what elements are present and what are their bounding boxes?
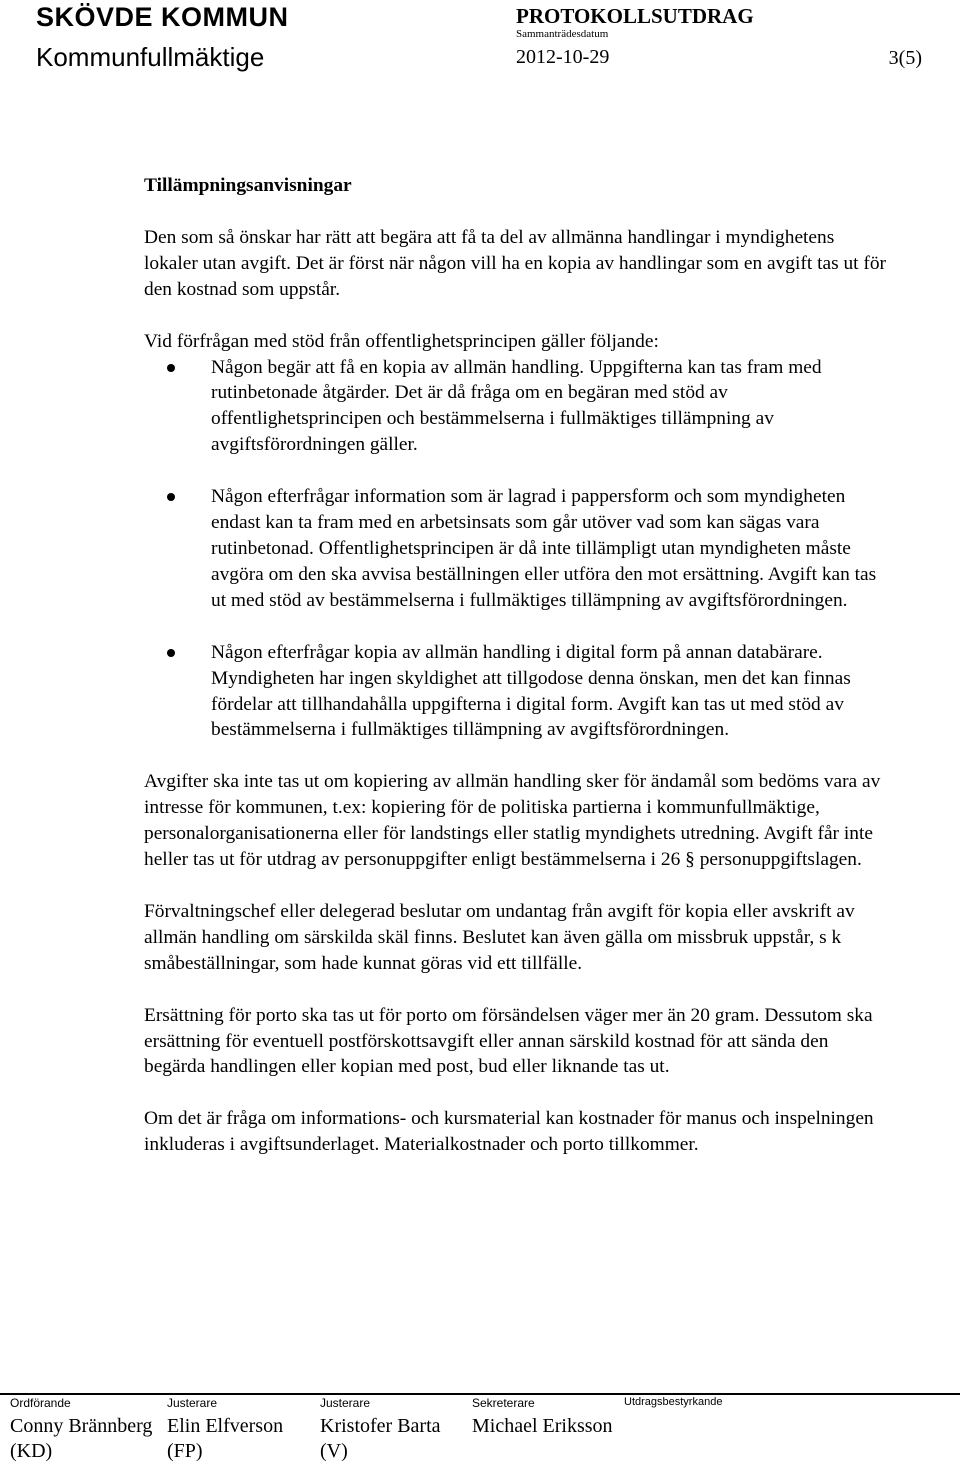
list-item (144, 484, 892, 614)
signature-name: Kristofer Barta (V) (320, 1415, 441, 1462)
signature-name: Conny Brännberg (KD) (10, 1415, 153, 1462)
list-item (144, 355, 892, 459)
date-label: Sammanträdesdatum (516, 28, 609, 40)
bullet-text: Någon efterfrågar kopia av allmän handling i digital form på annan databärare. Myndigheten har ingen skyldighet att tillgodose denna önskan, men det kan finnas fördelar att tillhandahålla uppgifterna i digital form. Avgift kan tas ut med stöd av bestämmelserna i fullmäktiges tillämpning av avgiftsförordningen. (211, 641, 851, 741)
signature-name: Michael Eriksson (472, 1415, 613, 1437)
signature-secretary (472, 1396, 622, 1439)
bullet-icon (167, 364, 175, 372)
municipality-logo: SKÖVDE KOMMUN (36, 2, 289, 32)
signature-name: Elin Elfverson (FP) (167, 1415, 284, 1462)
signature-divider (0, 1393, 960, 1395)
signature-adjuster-2 (320, 1396, 470, 1464)
paragraph-materials: Om det är fråga om informations- och kursmaterial kan kostnader för manus och inspelningen inkluderas i avgiftsunderlaget. Materialkostnader och porto tillkommer. (144, 1108, 874, 1156)
signature-role: Ordförande (10, 1396, 71, 1410)
bullet-icon (167, 493, 175, 501)
list-item (144, 640, 892, 744)
bullet-text: Någon begär att få en kopia av allmän handling. Uppgifterna kan tas fram med rutinbetonade åtgärder. Det är då fråga om en begäran med stöd av offentlighetsprincipen och bestämmelserna i fullmäktiges tillämpning av avgiftsförordningen gäller. (211, 356, 822, 456)
signature-role: Justerare (320, 1396, 371, 1410)
bullet-text: Någon efterfrågar information som är lagrad i pappersform och som myndigheten endast kan ta fram med en arbetsinsats som går utöver vad som kan sägas vara rutinbetonad. Offentlighetsprincipen är då inte tillämpligt utan myndigheten måste avgöra om den ska avvisa beställningen eller utföra den mot ersättning. Avgift kan tas ut med stöd av bestämmelserna i fullmäktiges tillämpning av avgiftsförordningen. (211, 486, 877, 611)
document-body (144, 173, 892, 1158)
committee-name: Kommunfullmäktige (36, 42, 265, 72)
signature-role: Justerare (167, 1396, 218, 1410)
intro-paragraph: Den som så önskar har rätt att begära att få ta del av allmänna handlingar i myndighetens lokaler utan avgift. Det är först när någon vill ha en kopia av handlingar som en avgift tas ut för den kostnad som uppstår. (144, 226, 887, 300)
signature-role: Utdragsbestyrkande (624, 1396, 723, 1408)
paragraph-postage: Ersättning för porto ska tas ut för porto om försändelsen väger mer än 20 gram. Dessutom ska ersättning för eventuell postförskottsavgift eller annan särskild kostnad för att sända den begärda handlingen eller kopian med post, bud eller liknande tas ut. (144, 1004, 873, 1078)
document-type: PROTOKOLLSUTDRAG (516, 4, 754, 28)
meeting-date: 2012-10-29 (516, 46, 610, 68)
paragraph-exceptions: Förvaltningschef eller delegerad beslutar om undantag från avgift för kopia eller avskrift av allmän handling om särskilda skäl finns. Beslutet kan även gälla om missbruk uppstår, s k småbeställningar, som hade kunnat göras vid ett tillfälle. (144, 900, 855, 974)
signature-adjuster-1 (167, 1396, 317, 1464)
section-heading: Tillämpningsanvisningar (144, 175, 352, 196)
lead-paragraph: Vid förfrågan med stöd från offentlighetsprincipen gäller följande: (144, 330, 659, 352)
paragraph-exemptions: Avgifter ska inte tas ut om kopiering av allmän handling sker för ändamål som bedöms vara av intresse för kommunen, t.ex: kopiering för de politiska partierna i kommunfullmäktige, personalorganisationerna eller för landstings eller statlig myndighets utredning. Avgift får inte heller tas ut för utdrag av personuppgifter enligt bestämmelserna i 26 § personuppgiftslagen. (144, 771, 881, 871)
signature-chair (10, 1396, 160, 1464)
signature-role: Sekreterare (472, 1396, 535, 1410)
page-number: 3(5) (888, 47, 922, 69)
signature-certification (624, 1395, 774, 1413)
bullet-icon (167, 649, 175, 657)
bullet-list (144, 355, 892, 744)
